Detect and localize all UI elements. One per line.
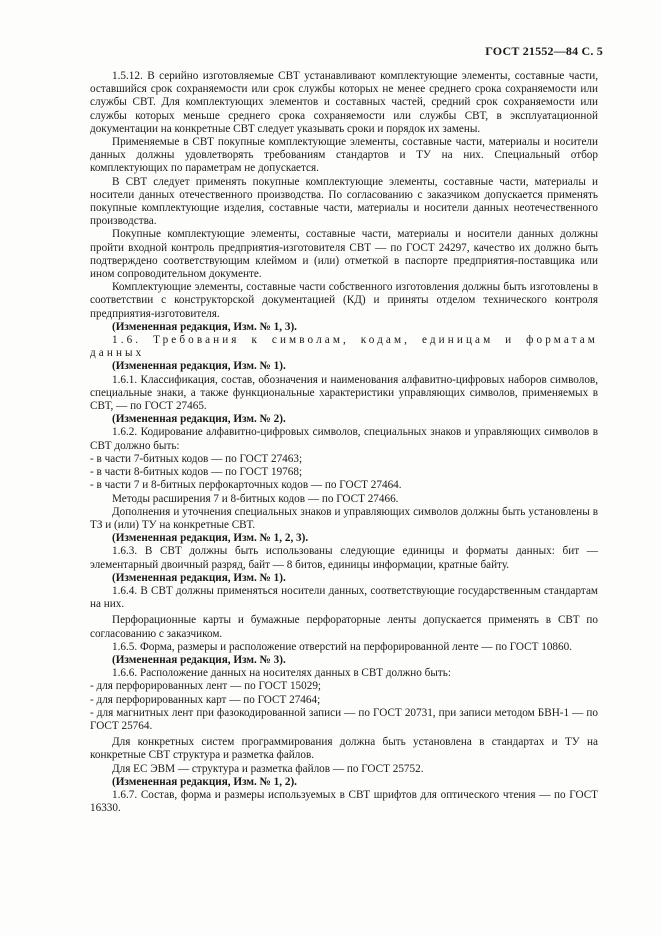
paragraph-1-6-6: 1.6.6. Расположение данных на носителях данных в СВТ должно быть:: [112, 667, 451, 680]
paragraph: Для конкретных систем программирования должна быть установлена в стандартах и ТУ на конкретные СВТ структура и разметка файлов.: [90, 736, 598, 762]
paragraph-1-6-2: 1.6.2. Кодирование алфавитно-цифровых символов, специальных знаков и управляющих символов в СВТ должно быть:: [90, 426, 598, 452]
list-item: - для перфорированных лент — по ГОСТ 15029;: [90, 680, 322, 693]
list-item: - для перфорированных карт — по ГОСТ 27464;: [90, 693, 321, 706]
amendment-note: (Измененная редакция, Изм. № 1, 3).: [112, 320, 297, 333]
amendment-note: (Измененная редакция, Изм. № 3).: [112, 653, 286, 666]
amendment-note: (Измененная редакция, Изм. № 1).: [112, 571, 286, 584]
paragraph: Перфорационные карты и бумажные перфораторные ленты допускается применять в СВТ по согласованию с заказчиком.: [90, 614, 598, 640]
list-item: - в части 7-битных кодов — по ГОСТ 27463;: [90, 452, 303, 465]
paragraph-1-6-7: 1.6.7. Состав, форма и размеры используемых в СВТ шрифтов для оптического чтения — по ГОСТ 16330.: [90, 788, 598, 815]
paragraph: Дополнения и уточнения специальных знаков и управляющих символов должны быть установлены в ТЗ и (или) ТУ на конкретные СВТ.: [90, 505, 598, 531]
amendment-note: (Измененная редакция, Изм. № 1).: [112, 360, 286, 373]
paragraph: Применяемые в СВТ покупные комплектующие элементы, составные части, материалы и носители данных должны удовлетворять требованиям стандартов и ТУ на них. Специальный отбор комплектующих по параметрам не допускается.: [90, 136, 598, 175]
amendment-note: (Измененная редакция, Изм. № 2).: [112, 413, 286, 426]
page-header: ГОСТ 21552—84 С. 5: [485, 44, 603, 58]
list-item: - для магнитных лент при фазокодированной записи — по ГОСТ 20731, при записи методом БВН-1 — по ГОСТ 25764.: [90, 706, 598, 732]
paragraph-1-6-4: 1.6.4. В СВТ должны применяться носители данных, соответствующие государственным стандартам на них.: [90, 584, 598, 611]
section-heading-1-6: 1.6. Требования к символам, кодам, единицам и форматам данных: [90, 334, 598, 360]
paragraph-1-5-12: 1.5.12. В серийно изготовляемые СВТ устанавливают комплектующие элементы, составные части, оставшийся срок сохраняемости или срок службы которых не менее среднего срока сохраняемости или службы СВТ. Для комплектующих элементов и составных частей, средний срок сохраняемости или службы которых меньше среднего срока сохраняемости или службы СВТ, в эксплуатационной документации на конкретные СВТ следует указывать сроки и порядок их замены.: [90, 70, 598, 135]
paragraph: Комплектующие элементы, составные части собственного изготовления должны быть изготовлены в соответствии с конструкторской документацией (КД) и приняты отделом технического контроля предприятия-изготовителя.: [90, 281, 598, 320]
document-body: [90, 70, 598, 815]
paragraph-1-6-5: 1.6.5. Форма, размеры и расположение отверстий на перфорированной ленте — по ГОСТ 10860.: [112, 640, 572, 653]
paragraph: В СВТ следует применять покупные комплектующие элементы, составные части, материалы и носители данных отечественного производства. По согласованию с заказчиком допускается применять покупные комплектующие изделия, составные части, материалы и носители данных неотечественного производства.: [90, 175, 598, 228]
list-item: - в части 8-битных кодов — по ГОСТ 19768;: [90, 466, 303, 479]
paragraph: Покупные комплектующие элементы, составные части, материалы и носители данных должны пройти входной контроль предприятия-изготовителя СВТ — по ГОСТ 24297, качество их должно быть подтверждено соответствующим клеймом и (или) отметкой в паспорте предприятия-поставщика или ином сопроводительном документе.: [90, 228, 598, 281]
list-item: - в части 7 и 8-битных перфокарточных кодов — по ГОСТ 27464.: [90, 479, 402, 492]
paragraph: Для ЕС ЭВМ — структура и разметка файлов — по ГОСТ 25752.: [112, 762, 424, 775]
paragraph-1-6-1: 1.6.1. Классификация, состав, обозначения и наименования алфавитно-цифровых наборов символов, специальные знаки, а также функциональные характеристики управляющих символов, применяемых в СВТ, — по ГОСТ 27465.: [90, 373, 598, 413]
amendment-note: (Измененная редакция, Изм. № 1, 2).: [112, 775, 297, 788]
paragraph: Методы расширения 7 и 8-битных кодов — по ГОСТ 27466.: [112, 492, 399, 505]
paragraph-1-6-3: 1.6.3. В СВТ должны быть использованы следующие единицы и форматы данных: бит — элементарный двоичный разряд, байт — 8 битов, единицы информации, кратные байту.: [90, 545, 598, 571]
amendment-note: (Измененная редакция, Изм. № 1, 2, 3).: [112, 532, 309, 545]
